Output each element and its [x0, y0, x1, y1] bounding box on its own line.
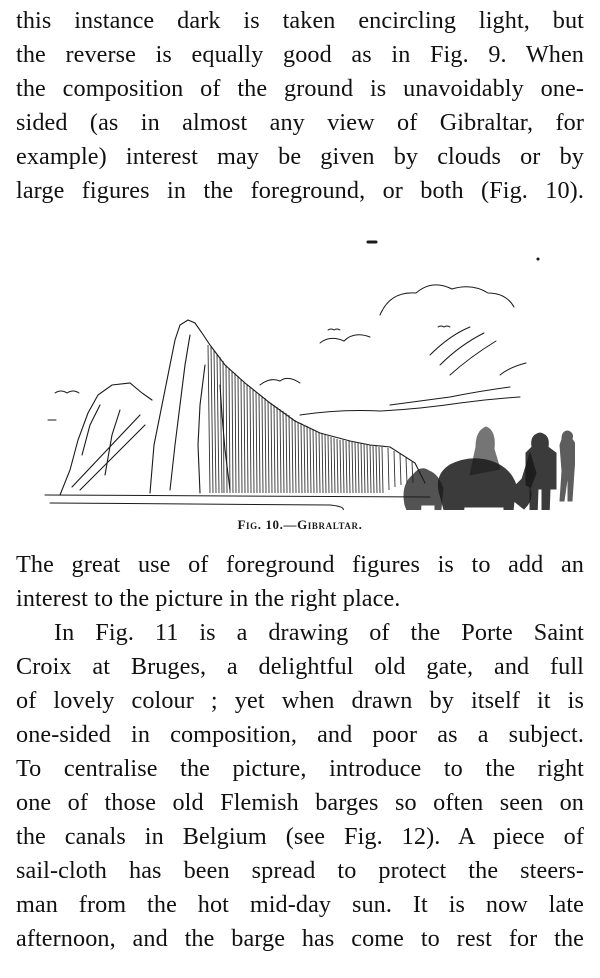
- text-line: afternoon, and the barge has come to rest for the: [16, 925, 584, 952]
- text-line: the reverse is equally good as in Fig. 9. When: [16, 41, 584, 68]
- text-line: man from the hot mid-day sun. It is now late: [16, 891, 584, 918]
- text-line: large figures in the foreground, or both (Fig. 10).: [16, 177, 584, 204]
- text-line: The great use of foreground figures is to add an: [16, 551, 584, 578]
- paragraph-bottom: [16, 548, 584, 956]
- text-line: the canals in Belgium (see Fig. 12). A piece of: [16, 823, 584, 850]
- text-line: example) interest may be given by clouds or by: [16, 143, 584, 170]
- gibraltar-line-drawing: [30, 225, 575, 510]
- text-line: this instance dark is taken encircling light, but: [16, 7, 584, 34]
- text-line: of lovely colour ; yet when drawn by itself it is: [16, 687, 584, 714]
- text-line: sided (as in almost any view of Gibraltar, for: [16, 109, 584, 136]
- figure-gibraltar-illustration: [30, 225, 575, 510]
- text-line: Croix at Bruges, a delightful old gate, and full: [16, 653, 584, 680]
- paragraph-top: [16, 4, 584, 208]
- figure-caption: Fig. 10.—Gibraltar.: [237, 517, 363, 532]
- text-line: sail-cloth has been spread to protect the steers-: [16, 857, 584, 884]
- text-line: In Fig. 11 is a drawing of the Porte Saint: [54, 619, 584, 646]
- text-line: interest to the picture in the right place.: [16, 585, 401, 612]
- text-line: one of those old Flemish barges so often seen on: [16, 789, 584, 816]
- text-line: To centralise the picture, introduce to the right: [16, 755, 584, 782]
- text-line: one-sided in composition, and poor as a subject.: [16, 721, 584, 748]
- text-line: the composition of the ground is unavoidably one-: [16, 75, 584, 102]
